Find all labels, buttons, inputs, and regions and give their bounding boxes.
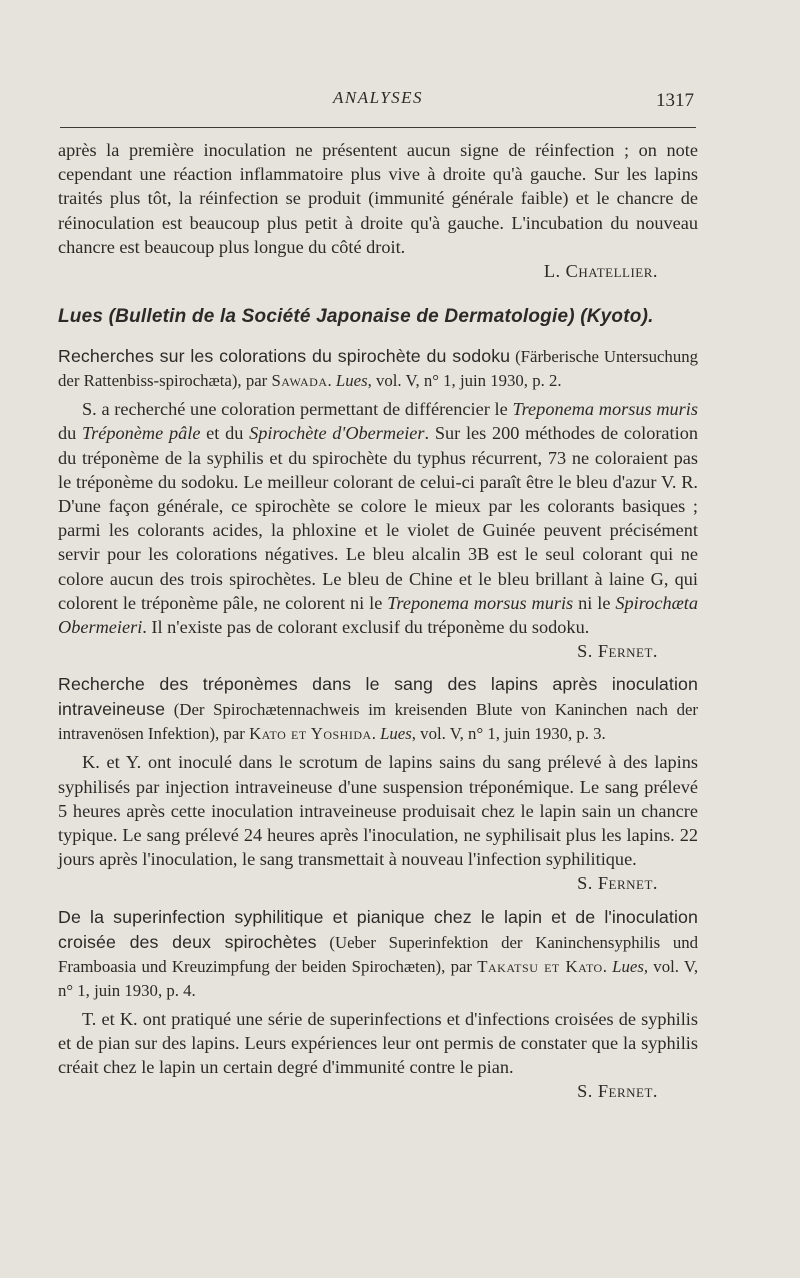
abstract-text: et du <box>206 423 244 444</box>
entry-source: (Färberische Untersuchung der Rattenbiss-spirochæta), par <box>58 347 698 391</box>
intro-signature: L. Chatellier. <box>543 261 658 282</box>
species-name: Treponema morsus muris <box>512 399 698 420</box>
entry-citation: , vol. V, n° 1, juin 1930, p. 2. <box>367 371 562 391</box>
entry-signature: S. Fernet. <box>577 1081 658 1102</box>
entry-citation: , vol. V, n° 1, juin 1930, p. 3. <box>411 724 606 744</box>
entry-journal: Lues <box>612 956 644 976</box>
entry-kato-yoshida <box>58 672 698 895</box>
entry-takatsu-kato <box>58 905 698 1104</box>
running-head: ANALYSES <box>332 88 424 107</box>
abstract-text: K. et Y. ont inoculé dans le scrotum de lapins sains du sang prélevé à des lapins syphilisés par injection intraveineuse d'une suspension tréponémique. Le sang prélevé 5 heures après cette inoculation intraveineuse produisait chez le lapin sain un chancre typique. Le sang prélevé 24 heures après l'inoculation, ne syphilisait plus les lapins. 22 jours après l'inoculation, le sang transmettait à nouveau l'infection syphilitique. <box>58 752 698 870</box>
entry-signature: S. Fernet. <box>577 873 658 894</box>
species-name: Spirochæta Obermeieri <box>58 592 698 638</box>
entry-author: Kato et Yoshida <box>249 724 372 744</box>
entry-title: Recherche des tréponèmes dans le sang des lapins après inoculation intraveineuse <box>58 674 698 720</box>
header-rule <box>60 127 696 128</box>
entry-abstract <box>58 1007 698 1104</box>
species-name: Tréponème pâle <box>82 423 201 444</box>
article-body <box>58 138 698 1103</box>
abstract-text: du <box>58 423 77 444</box>
intro-paragraph <box>58 138 698 283</box>
entry-journal: Lues <box>335 371 368 391</box>
entry-source: (Ueber Superinfektion der Kaninchensyphilis und Framboasia und Kreuzimpfung der beiden Spirochæten), par <box>58 932 699 976</box>
entry-source: (Der Spirochætennachweis im kreisenden Blute von Kaninchen nach der intravenösen Infektion), par <box>58 700 698 744</box>
entry-signature: S. Fernet. <box>577 641 658 662</box>
abstract-text: . Sur les 200 méthodes de coloration du tréponème de la syphilis et du spirochète du typhus récurrent, 73 ne coloraient pas le tréponème du sodoku. Le meilleur colorant de celui-ci paraît être le bleu d'azur V. R. D'une façon générale, ce spirochète se colore le mieux par les colorants basiques ; parmi les colorants acides, la phloxine et le violet de Guinée peuvent précisément servir pour les colorations négatives. Le bleu alcalin 3B est le seul colorant qui ne colore aucun des trois spirochètes. Le bleu de Chine et le bleu brillant à laine G, qui colorent le tréponème pâle, ne colorent ni le <box>58 423 698 613</box>
page-header <box>58 88 698 116</box>
entry-heading: Recherche des tréponèmes dans le sang des lapins après inoculation intraveineuse (Der Spirochætennachweis im kreisenden Blute von Kaninchen nach der intravenösen Infektion), par Kato et Yoshida. Lues, vol. V, n° 1, juin 1930, p. 3. <box>58 674 698 744</box>
abstract-text: . Il n'existe pas de colorant exclusif du tréponème du sodoku. <box>142 617 590 638</box>
abstract-text: S. a recherché une coloration permettant de différencier le <box>82 399 508 420</box>
species-name: Spirochète d'Obermeier <box>249 423 425 444</box>
entry-author: Sawada <box>271 371 328 391</box>
entry-abstract <box>58 397 698 663</box>
entry-title: De la superinfection syphilitique et pianique chez le lapin et de l'inoculation croisée des deux spirochètes <box>58 906 698 952</box>
entry-journal: Lues <box>380 724 412 744</box>
intro-text: après la première inoculation ne présentent aucun signe de réinfection ; on note cependant une réaction inflammatoire plus vive à droite qu'à gauche. Sur les lapins traités plus tôt, la réinfection se produit (immunité générale faible) et le chancre de réinoculation est beaucoup plus petit à droite qu'à gauche. L'incubation du nouveau chancre est beaucoup plus longue du côté droit. <box>58 140 698 257</box>
species-name: Treponema morsus muris <box>387 592 574 613</box>
entry-sawada <box>58 344 698 663</box>
entry-title: Recherches sur les colorations du spirochète du sodoku <box>58 346 511 367</box>
journal-title: Lues (Bulletin de la Société Japonaise de Dermatologie) (Kyoto). <box>58 306 654 328</box>
entry-heading: Recherches sur les colorations du spirochète du sodoku (Färberische Untersuchung der Rattenbiss-spirochæta), par Sawada. Lues, vol. V, n° 1, juin 1930, p. 2. <box>58 346 698 391</box>
entry-heading: De la superinfection syphilitique et pianique chez le lapin et de l'inoculation croisée des deux spirochètes (Ueber Superinfektion der Kaninchensyphilis und Framboasia und Kreuzimpfung der beiden Spirochæten), par Takatsu et Kato. Lues, vol. V, n° 1, juin 1930, p. 4. <box>58 906 699 1000</box>
page-number: 1317 <box>656 90 694 111</box>
entry-abstract <box>58 750 698 895</box>
abstract-text: T. et K. ont pratiqué une série de superinfections et d'infections croisées de syphilis et de pian sur des lapins. Leurs expériences leur ont permis de constater que la syphilis créait chez le lapin un certain degré d'immunité contre le pian. <box>58 1008 698 1078</box>
abstract-text: ni le <box>578 592 611 613</box>
entry-author: Takatsu et Kato <box>477 956 603 976</box>
entry-citation: , vol. V, n° 1, juin 1930, p. 4. <box>58 956 699 1000</box>
